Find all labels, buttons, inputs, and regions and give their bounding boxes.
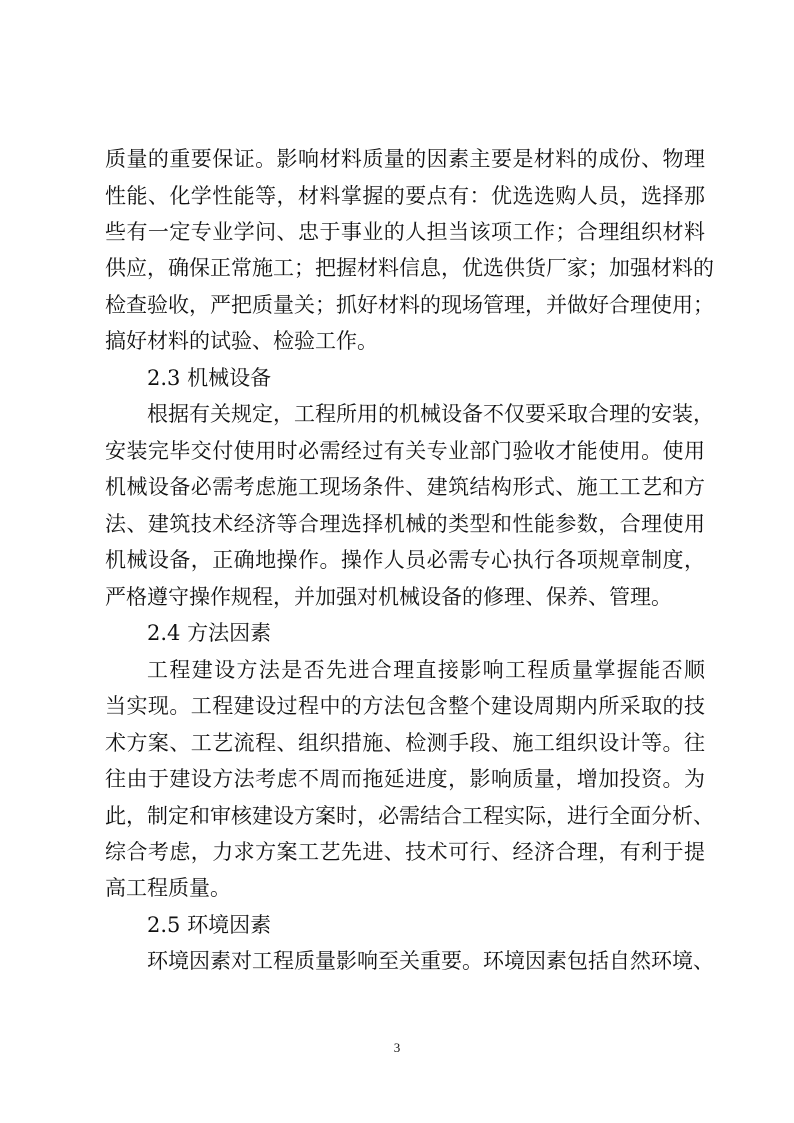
body-text-line: 机械设备必需考虑施工现场条件、建筑结构形式、施工工艺和方 xyxy=(105,475,705,499)
body-text-line: 供应，确保正常施工；把握材料信息，优选供货厂家；加强材料的 xyxy=(105,256,714,280)
body-text-line: 检查验收，严把质量关；抓好材料的现场管理，并做好合理使用； xyxy=(105,293,714,317)
body-text-line: 严格遵守操作规程，并加强对机械设备的修理、保养、管理。 xyxy=(105,585,672,609)
body-text-line: 些有一定专业学问、忠于事业的人担当该项工作；合理组织材料 xyxy=(105,220,705,244)
body-text-line: 性能、化学性能等，材料掌握的要点有：优选选购人员，选择那 xyxy=(105,184,705,208)
body-text-line: 当实现。工程建设过程中的方法包含整个建设周期内所采取的技 xyxy=(105,694,705,718)
section-heading: 2.3 机械设备 xyxy=(147,366,272,390)
body-text-line: 术方案、工艺流程、组织措施、检测手段、施工组织设计等。往 xyxy=(105,731,705,755)
body-text-line: 质量的重要保证。影响材料质量的因素主要是材料的成份、物理 xyxy=(105,147,705,171)
paragraph-first-line: 根据有关规定，工程所用的机械设备不仅要采取合理的安装， xyxy=(147,402,714,426)
body-text-line: 法、建筑技术经济等合理选择机械的类型和性能参数，合理使用 xyxy=(105,512,705,536)
body-text-line: 机械设备，正确地操作。操作人员必需专心执行各项规章制度， xyxy=(105,548,705,572)
body-text-line: 往由于建设方法考虑不周而拖延进度，影响质量，增加投资。为 xyxy=(105,767,705,791)
body-text-line: 高工程质量。 xyxy=(105,876,231,900)
body-text-line: 综合考虑，力求方案工艺先进、技术可行、经济合理，有利于提 xyxy=(105,840,705,864)
section-heading: 2.5 环境因素 xyxy=(147,913,272,937)
section-heading: 2.4 方法因素 xyxy=(147,621,272,645)
body-text-line: 搞好材料的试验、检验工作。 xyxy=(105,329,378,353)
paragraph-first-line: 工程建设方法是否先进合理直接影响工程质量掌握能否顺 xyxy=(147,658,705,682)
page-number: 3 xyxy=(393,1040,401,1055)
paragraph-first-line: 环境因素对工程质量影响至关重要。环境因素包括自然环境、 xyxy=(147,949,714,973)
body-text-line: 安装完毕交付使用时必需经过有关专业部门验收才能使用。使用 xyxy=(105,439,705,463)
body-text-line: 此，制定和审核建设方案时，必需结合工程实际，进行全面分析、 xyxy=(105,804,714,828)
